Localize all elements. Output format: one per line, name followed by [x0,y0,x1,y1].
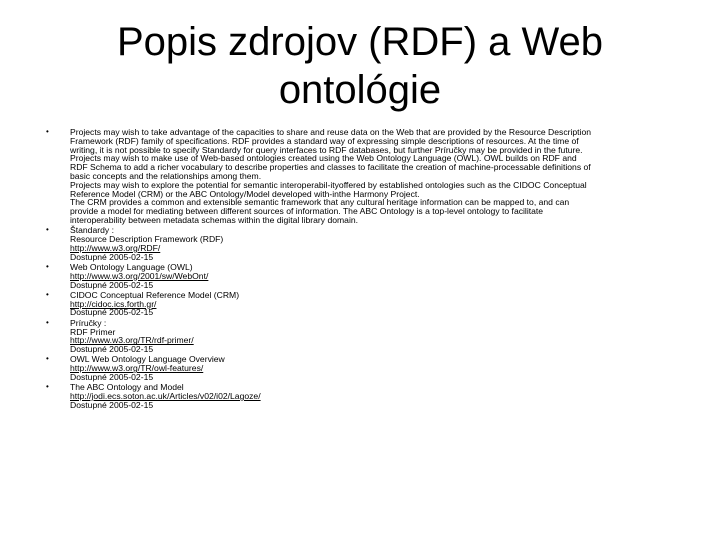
access-date: Dostupné 2005-02-15 [70,344,154,355]
resource-title: Web Ontology Language (OWL) [70,261,193,272]
resource-link[interactable]: http://jodi.ecs.soton.ac.uk/Articles/v02/i02/Lagoze/ [70,391,261,402]
section-heading: Štandardy : [70,225,114,236]
resource-title: The ABC Ontology and Model [70,382,184,393]
paragraph-line: Projects may wish to make use of Web-based ontologies created using the Web Ontology Language (OWL). OWL builds on RDF and [70,153,577,164]
paragraph-line: basic concepts and the relationships among them. [70,170,262,181]
bullet-icon: • [46,261,49,271]
paragraph-line: Framework (RDF) family of specifications. RDF provides a standard way of expressing simple descriptions of resources. At the time of [70,135,579,146]
paragraph-line: Reference Model (CRM) or the ABC Ontology/Model developed with-inthe Harmony Project. [70,188,420,199]
section-heading: Príručky : [70,317,107,328]
resource-title: Resource Description Framework (RDF) [70,234,224,245]
slide-title: Popis zdrojov (RDF) a Web ontológie [116,20,604,112]
paragraph-line: RDF Schema to add a richer vocabulary to describe properties and classes to facilitate the creation of machine-processable definitions of [70,162,591,173]
access-date: Dostupné 2005-02-15 [70,251,154,262]
resource-title: RDF Primer [70,326,116,337]
list-item [40,319,700,354]
paragraph-line: writing, it is not possible to specify Standardy for query interfaces to RDF databases, but further Príručky may be provided in the future. [70,144,583,155]
resource-link[interactable]: http://www.w3.org/TR/owl-features/ [70,363,204,374]
bullet-icon: • [46,127,49,136]
list-item [40,355,700,381]
list-item [40,128,700,225]
paragraph-line: provide a model for mediating between different sources of information. The ABC Ontology is a top-level ontology to facilitate [70,206,544,217]
paragraph-line: The CRM provides a common and extensible semantic framework that any cultural heritage information can be mapped to, and can [70,197,570,208]
bullet-icon: • [46,289,49,299]
resource-link[interactable]: http://cidoc.ics.forth.gr/ [70,298,157,309]
resource-link[interactable]: http://www.w3.org/RDF/ [70,242,161,253]
list-item [40,226,700,261]
bullet-icon: • [46,225,49,235]
paragraph-line: interoperability between metadata schemas within the digital library domain. [70,214,359,225]
resource-title: OWL Web Ontology Language Overview [70,354,225,365]
access-date: Dostupné 2005-02-15 [70,399,154,410]
list-item [40,291,700,317]
bullet-icon: • [46,354,49,364]
bullet-icon: • [46,382,49,392]
access-date: Dostupné 2005-02-15 [70,279,154,290]
access-date: Dostupné 2005-02-15 [70,307,154,318]
resource-link[interactable]: http://www.w3.org/2001/sw/WebOnt/ [70,270,209,281]
paragraph-line: Projects may wish to take advantage of the capacities to share and reuse data on the Web that are provided by the Resource Description [70,127,592,137]
bullet-list [40,128,700,411]
access-date: Dostupné 2005-02-15 [70,372,154,383]
list-item [40,383,700,409]
bullet-icon: • [46,317,49,327]
list-item [40,263,700,289]
resource-title: CIDOC Conceptual Reference Model (CRM) [70,289,240,300]
paragraph-line: Projects may wish to explore the potential for semantic interoperabil-ityoffered by established ontologies such as the CIDOC Conceptual [70,179,587,190]
resource-link[interactable]: http://www.w3.org/TR/rdf-primer/ [70,335,194,346]
